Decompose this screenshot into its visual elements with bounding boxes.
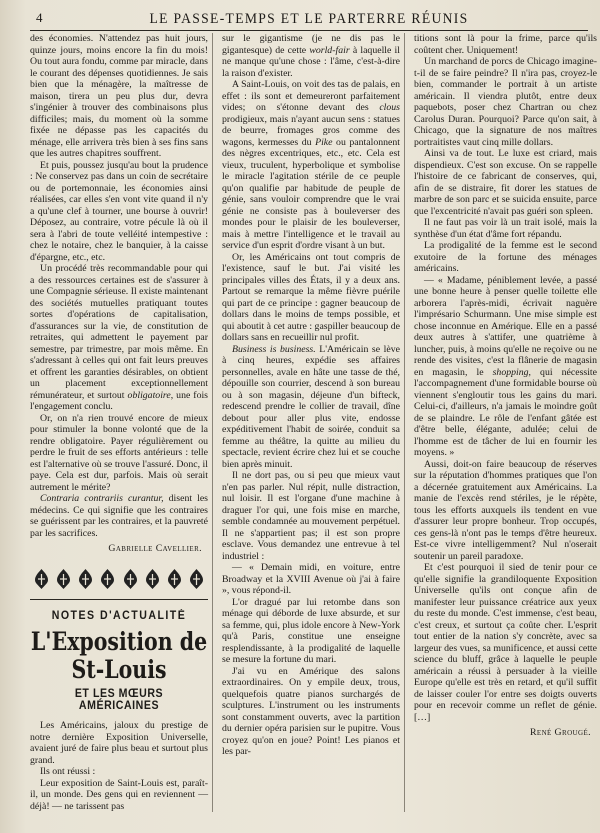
paragraph: J'ai vu en Amérique des salons extraordinaires. On y empile deux, trous, quelquefois quatre pianos surchargés de sculptures. L'instrument ou les instruments sont constamment ouverts, avec la partition du dernier opéra parisien sur le pupitre. Vous croyez qu'on en joue? Point! Les pianos et les par- bbox=[222, 665, 400, 757]
paragraph: — « Demain midi, en voiture, entre Broadway et la XVIII Avenue où j'ai à faire », vous répond-il. bbox=[222, 562, 400, 596]
section-label: NOTES D'ACTUALITÉ bbox=[51, 610, 187, 622]
paragraph: La prodigalité de la femme est le second exutoire de la fortune des ménages américains. bbox=[414, 240, 597, 274]
paragraph: Il ne dort pas, ou si peu que mieux vaut n'en pas parler. Nul répit, nulle distraction, nul loisir. Il est l'organe d'une machine à draguer l'or qui, une fois mise en marche, semble condamnée au mouvement perpétuel. Il ne s'appartient pas; il est son propre esclave. Vous demandez une entrevue à tel industriel : bbox=[222, 470, 400, 562]
page-number: 4 bbox=[36, 10, 43, 25]
paragraph: A Saint-Louis, on voit des tas de palais, en effet : ils sont et demeureront parfaitement vides; on s'étonne devant des clous prodigieux, mais n'ayant aucun sens : statues de beurre, fromages gros comme des wagons, kermesses du Pike ou pantalonnent des nègres excentriques, etc., etc. Cela est vieux, truculent, hyperbolique et symbolise le miracle l'agitation stérile de ce peuple qu'on qualifie par habitude de peuple de génie, sans vouloir comprendre que le vrai génie ne consiste pas à bouleverser des mondes pour le plaisir de les bouleverser, mais à mettre l'intelligence et le travail au service d'un esprit d'ordre visant à un but. bbox=[222, 79, 400, 251]
author-signature: Gabrielle Cavellier. bbox=[108, 543, 202, 554]
paragraph: Ils ont réussi : bbox=[40, 766, 96, 777]
column-1 bbox=[30, 33, 213, 812]
paragraph: des économies. N'attendez pas huit jours, quinze jours, moins encore la fin du mois! Ou tout aura fondu, comme par miracle, dans le courant des dépenses quotidiennes. Je sais bien que la ménagère, la maîtresse de maison, tirera un peu plus dur, devra s'ingénier à trouver des combinaisons plus difficiles; mais, du moment où la somme fixée ne dépasse pas les capacités du ménage, elle arrivera très bien à ses fins sans que les autres chapitres souffrent. bbox=[30, 33, 208, 159]
fleuron-icon bbox=[188, 568, 205, 590]
page-header bbox=[30, 8, 588, 31]
column-2 bbox=[222, 33, 405, 812]
fleuron-icon bbox=[99, 568, 116, 590]
italic-term: clous bbox=[379, 102, 400, 113]
paragraph: sur le gigantisme (je ne dis pas le gigantesque) de cette world-fair à laquelle il ne manque qu'une chose : l'âme, c'est-à-dire la raison d'exister. bbox=[222, 33, 400, 79]
author-signature: René Grougé. bbox=[529, 727, 591, 738]
paragraph: Et puis, poussez jusqu'au bout la prudence : Ne conservez pas dans un coin de secrétaire ou de portemonnaie, les économies ainsi réalisées, car elles s'en vont vite quand il n'y a qu'une clef à tourner, une bourse à ouvrir! Déposez, au contraire, votre pécule là où il sera à l'abri de toute velléité intempestive : chez le notaire, chez le banquier, à la caisse d'épargne, etc., etc. bbox=[30, 159, 208, 263]
paragraph: Or, on n'a rien trouvé encore de mieux pour stimuler la bonne volonté que de la rendre obligatoire. Payer régulièrement ou perdre le fruit de ses efforts antérieurs : telle est l'alternative où se trouve l'assuré. Donc, il paye. Cela est dur, parfois. Mais où serait autrement le mérite? bbox=[30, 412, 208, 493]
paragraph-text: , une fois l'engagement conclu. bbox=[30, 389, 208, 412]
text-columns bbox=[30, 33, 597, 812]
ornament-divider bbox=[30, 567, 208, 591]
paragraph: Les Américains, jaloux du prestige de notre dernière Exposition Universelle, avaient juré de faire plus beau et surtout plus grand. bbox=[30, 720, 208, 766]
paragraph: Ainsi va de tout. Le luxe est criard, mais dispendieux. C'est son excuse. On se rappelle l'histoire de ce fabricant de conserves, qui, afin de se distraire, fit dorer les statues de marbre de son parc et se suicida ensuite, parce que l'excentricité n'avait pas guéri son spleen. bbox=[414, 148, 597, 217]
paragraph: L'or dragué par lui retombe dans son ménage qui déborde de luxe absurde, et sur sa femme, qui, plus idole encore à New-York qu'à Paris, constitue une enseigne resplendissante, à la prodigalité de laquelle se mesure la fortune du mari. bbox=[222, 596, 400, 665]
fleuron-icon bbox=[77, 568, 94, 590]
fleuron-icon bbox=[144, 568, 161, 590]
paragraph-text: Un procédé très recommandable pour qui a des ressources certaines est de s'assurer à une Compagnie sérieuse. Il existe maintenant des sociétés mutuelles pratiquant toutes sortes d'opérations de capitalisation, d'assurances sur la vie, de constitution de retraites, qui admettent le payement par semestre, par trimestre, par mois même. En s'adressant à celles qui ont fait leurs preuves et offrent les garanties désirables, on obtient un placement exceptionnellement rémunérateur, et surtout bbox=[30, 263, 208, 401]
section-rule bbox=[30, 599, 208, 600]
paragraph: titions sont là pour la frime, parce qu'ils coûtent cher. Uniquement! bbox=[414, 33, 597, 56]
fleuron-icon bbox=[166, 568, 183, 590]
italic-term: Pike bbox=[315, 136, 333, 148]
paragraph: Leur exposition de Saint-Louis est, paraît-il, un monde. Des gens qui en reviennent — déjà! — ne tarissent pas bbox=[30, 777, 208, 812]
paragraph: — « Madame, péniblement levée, a passé une bonne heure à penser quelle toilette elle arborera l'après-midi, écrivait naguère l'imprésario Schurmann. Une mise simple est chose inconnue en Amérique. Elle en a passé deux autres à s'attifer, une quatrième à luncher, puis, à moins qu'elle ne reçoive ou ne rende des visites, c'est la flânerie de magasin en magasin, le shopping, qui nécessite l'accompagnement d'une formidable bourse où viennent s'engloutir tous les gains du mari. Celui-ci, d'ailleurs, n'a jamais le moindre goût de se plaindre. Le rôle de l'enfant gâtée est d'être belle, élégante, adulée; celui de l'homme est de tâcher de lui en fournir les moyens. » bbox=[414, 274, 597, 458]
italic-term: world-fair bbox=[309, 44, 350, 56]
paragraph: Or, les Américains ont tout compris de l'existence, sauf le but. J'ai visité les principales villes des États, il y a deux ans. Partout se remarque la même fièvre puérile qui part de ce principe : gagner beaucoup de dollars dans le moins de temps possible, et qui aboutit à cet autre : gaspiller beaucoup de dollars sans en recueillir nul profit. bbox=[222, 251, 400, 343]
fleuron-icon bbox=[122, 568, 139, 590]
column-3 bbox=[414, 33, 597, 812]
latin-quote: Contraria contrariis curantur, bbox=[40, 493, 164, 504]
article-title: L'Exposition de St-Louis bbox=[30, 627, 208, 684]
paragraph: Aussi, doit-on faire beaucoup de réserves sur la réputation d'hommes pratiques que l'on a décernée gratuitement aux Américains. La manie de l'excès rend stériles, je le répète, tous les efforts auxquels ils tendent en vue d'assurer leur propre bonheur. Trop occupés, ces gens-là n'ont pas le temps d'être heureux. Est-ce vivre intelligemment? Nul n'oserait soutenir un pareil paradoxe. bbox=[414, 458, 597, 562]
italic-term: shopping bbox=[492, 366, 529, 378]
journal-title: LE PASSE-TEMPS ET LE PARTERRE RÉUNIS bbox=[149, 10, 469, 27]
article-subtitle: ET LES MŒURS AMÉRICAINES bbox=[74, 688, 164, 712]
paragraph bbox=[30, 493, 208, 539]
paragraph-text: disent les médecins. Ce qui signifie que les contraires se guérissent par les contraires, et la pauvreté par les sacrifices. bbox=[30, 493, 208, 539]
fleuron-icon bbox=[33, 568, 50, 590]
paragraph: Et c'est pourquoi il sied de tenir pour ce qu'elle signifie la grandiloquente Exposition Universelle qu'ils ont conçue afin de manifester leur puissance créatrice aux yeux du reste du monde. C'est immense, c'est beau, c'est creux, et surtout ça coûte cher. L'esprit tout entier de la nation s'y concrète, avec sa largeur des vues, sa munificence, et aussi cette science du bluff, grâce à laquelle le peuple américain a réussi à persuader à la vieille Europe qu'elle est très en retard, et qu'il suffit de laisser couler l'or entre ses doigts ouverts pour en recevoir comme un reflet de génie. […] bbox=[414, 562, 597, 723]
paragraph: Un marchand de porcs de Chicago imagine-t-il de se faire peindre? Il n'ira pas, croyez-le bien, commander le portrait à un artiste américain. Il viendra plutôt, entre deux paquebots, poser chez Chartran ou chez Carolus Duran. Pourquoi? Parce qu'on sait, à Chicago, que la signature de nos maîtres portraitistes vaut cinq mille dollars. bbox=[414, 56, 597, 148]
fleuron-icon bbox=[55, 568, 72, 590]
paragraph bbox=[30, 263, 208, 413]
paragraph: Business is business. L'Américain se lève à cinq heures, expédie ses affaires personnelles, avale en hâte une tasse de thé, dépouille son courrier, descend à son bureau ou à son magasin, déjeune d'un bifteck, redescend prendre le collier de travail, dîne debout pour aller plus vite, endosse expéditivement l'habit de soirée, conduit sa femme au théâtre, la quitte au milieu du spectacle, revient écrire chez lui et se couche bien après minuit. bbox=[222, 343, 400, 470]
italic-term: obligatoire bbox=[127, 389, 171, 401]
paragraph: Il ne faut pas voir là un trait isolé, mais la synthèse d'un état d'âme fort répandu. bbox=[414, 217, 597, 240]
italic-term: Business is business. bbox=[232, 343, 316, 355]
